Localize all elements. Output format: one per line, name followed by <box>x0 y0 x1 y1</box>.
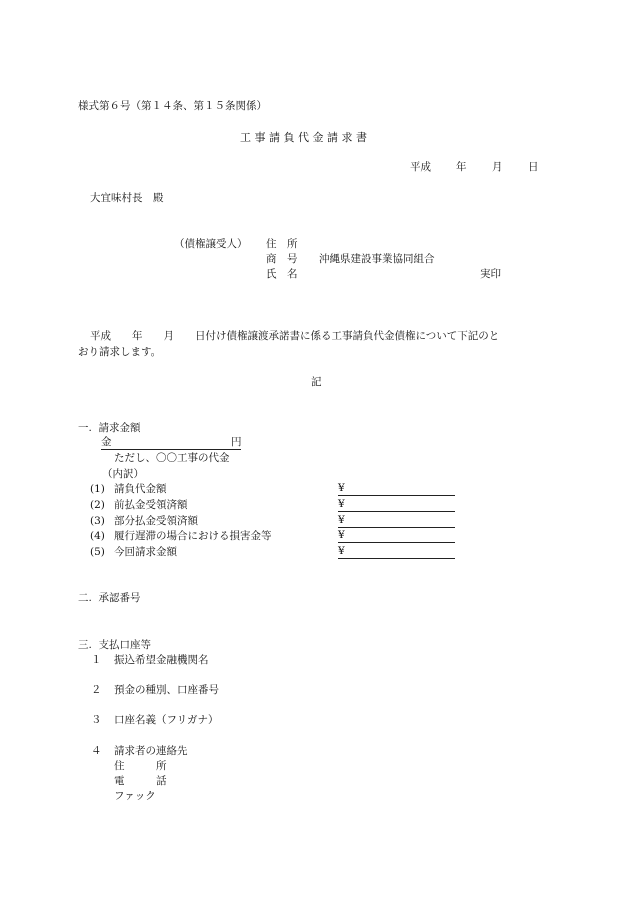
item-label: 請求者の連絡先 <box>114 745 188 757</box>
section-2-heading: 二. 承認番号 <box>78 592 141 604</box>
document-title: 工 事 請 負 代 金 請 求 書 <box>240 131 367 144</box>
address-label: 住 所 <box>266 238 298 250</box>
yen-sign: ¥ <box>338 498 345 510</box>
addressee: 大宜味村長 殿 <box>90 192 164 204</box>
business-label: 商 号 <box>266 253 298 265</box>
date-month: 月 <box>492 161 503 173</box>
item-label: 部分払金受領済額 <box>114 515 198 527</box>
item-label: 前払金受領済額 <box>114 499 188 511</box>
item-label: 預金の種別、口座番号 <box>114 684 219 696</box>
body-line-2: おり請求します。 <box>78 346 162 358</box>
item-label: 今回請求金額 <box>114 546 177 558</box>
business-value: 沖縄県建設事業協同組合 <box>319 253 435 265</box>
item-number: ２ <box>91 684 102 696</box>
date-era: 平成 <box>410 161 431 173</box>
amount-unit: 円 <box>231 436 242 448</box>
applicant-role: （債権譲受人） <box>174 238 248 250</box>
contact-fax-label: ファック <box>114 790 156 802</box>
item-label: 口座名義（フリガナ） <box>114 714 219 726</box>
yen-sign: ¥ <box>338 514 345 526</box>
yen-field <box>338 530 455 543</box>
yen-sign: ¥ <box>338 529 345 541</box>
item-label: 振込希望金融機関名 <box>114 654 209 666</box>
item-number: (3) <box>90 515 105 527</box>
section-1-heading: 一. 請求金額 <box>78 422 141 434</box>
item-number: (1) <box>90 483 105 495</box>
form-number: 様式第６号（第１４条、第１５条関係） <box>78 100 267 112</box>
item-number: (4) <box>90 530 105 542</box>
contact-phone-label: 電 話 <box>114 775 167 787</box>
item-number: ３ <box>91 714 102 726</box>
yen-sign: ¥ <box>338 545 345 557</box>
name-label: 氏 名 <box>266 268 298 280</box>
yen-sign: ¥ <box>338 482 345 494</box>
yen-field <box>338 546 455 559</box>
contact-address-label: 住 所 <box>114 760 167 772</box>
seal-label: 実印 <box>480 268 501 280</box>
item-number: (2) <box>90 499 105 511</box>
item-number: ４ <box>91 745 102 757</box>
amount-note: ただし、〇〇工事の代金 <box>114 452 230 464</box>
yen-field <box>338 483 455 496</box>
item-number: (5) <box>90 546 105 558</box>
amount-line <box>101 437 241 450</box>
item-number: １ <box>91 654 102 666</box>
date-year: 年 <box>456 161 467 173</box>
date-day: 日 <box>528 161 539 173</box>
item-label: 履行遅滞の場合における損害金等 <box>114 530 272 542</box>
amount-prefix: 金 <box>101 436 112 448</box>
breakdown-label: （内訳） <box>102 468 144 480</box>
yen-field <box>338 499 455 512</box>
section-3-heading: 三. 支払口座等 <box>78 639 152 651</box>
yen-field <box>338 515 455 528</box>
ki-heading: 記 <box>311 376 322 388</box>
item-label: 請負代金額 <box>114 483 167 495</box>
body-line-1: 平成 年 月 日付け債権譲渡承諾書に係る工事請負代金債権について下記のと <box>90 330 500 342</box>
